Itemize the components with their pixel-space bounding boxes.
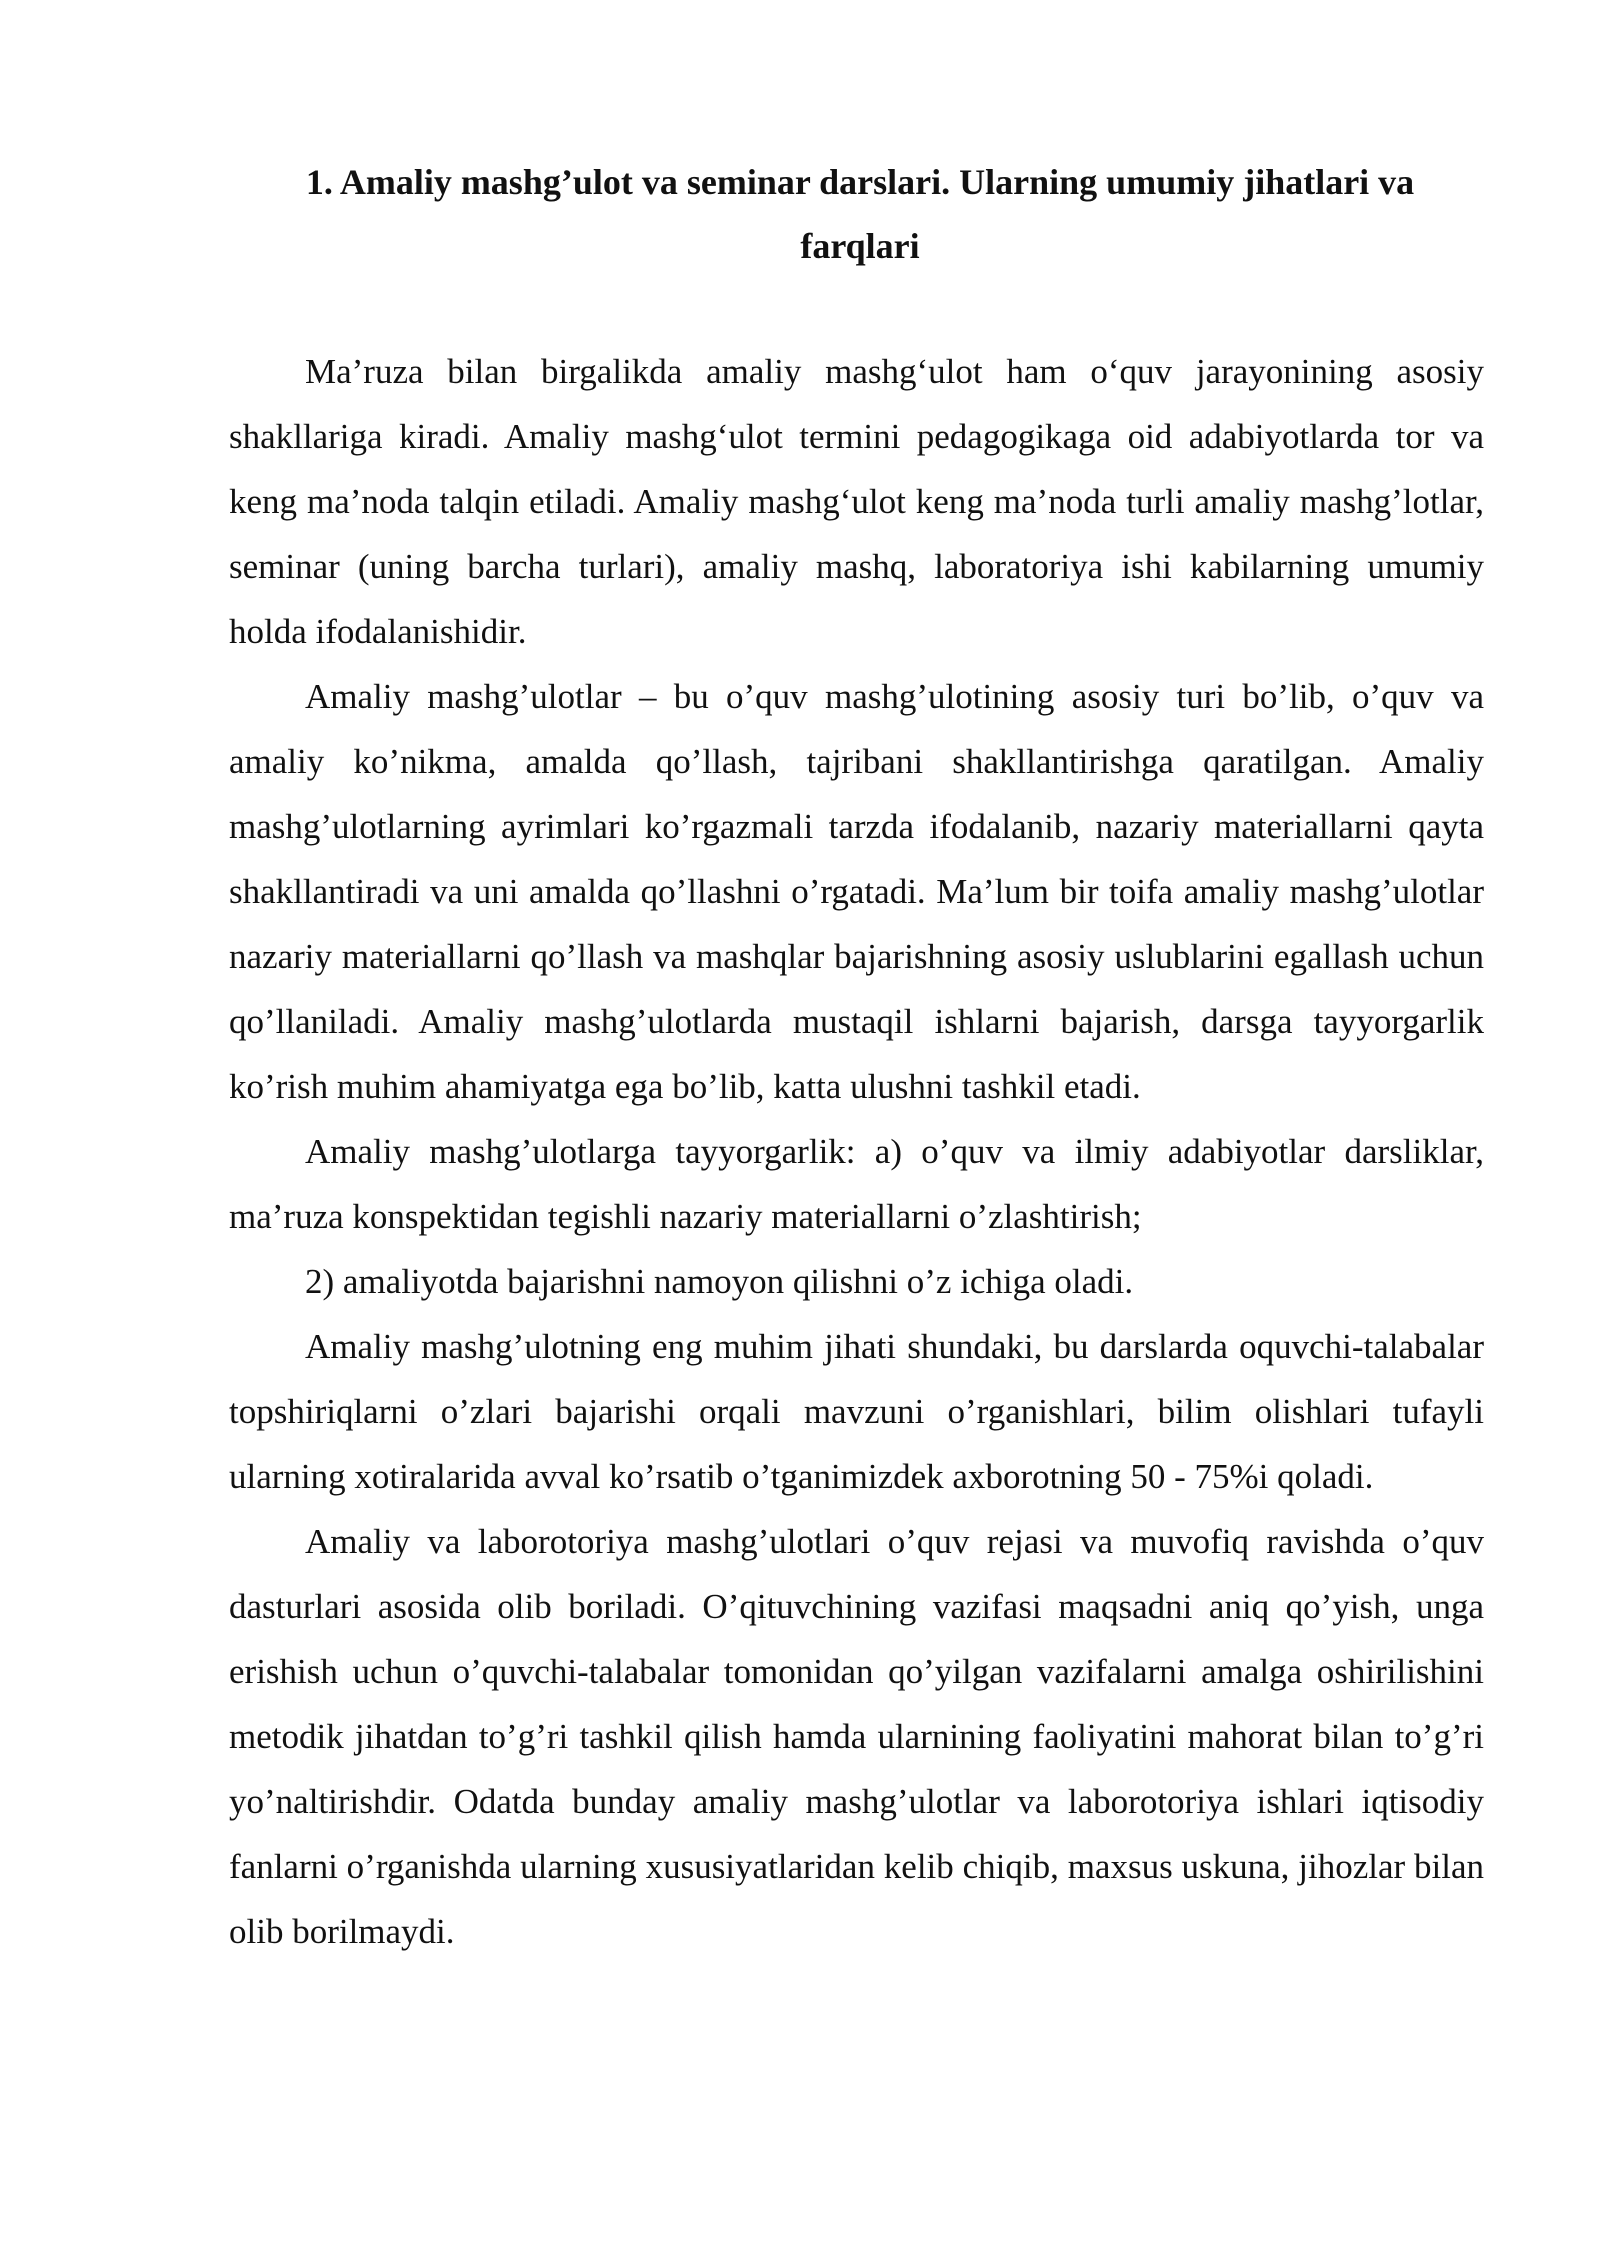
- paragraph-3: Amaliy mashg’ulotlarga tayyorgarlik: a) o’quv va ilmiy adabiyotlar darsliklar, ma’ruza konspektidan tegishli nazariy materiallarni o’zlashtirish;: [229, 1132, 1484, 1236]
- page-title: 1. Amaliy mashg’ulot va seminar darslari. Ularning umumiy jihatlari va farqlari: [305, 162, 1415, 266]
- paragraph-5: Amaliy mashg’ulotning eng muhim jihati shundaki, bu darslarda oquvchi-talabalar topshiriqlarni o’zlari bajarishi orqali mavzuni o’rganishlari, bilim olishlari tufayli ularning xotiralarida avval ko’rsatib o’tganimizdek axborotning 50 - 75%i qoladi.: [229, 1327, 1484, 1496]
- body-text: [229, 339, 1484, 1964]
- paragraph-6: Amaliy va laborotoriya mashg’ulotlari o’quv rejasi va muvofiq ravishda o’quv dasturlari asosida olib boriladi. O’qituvchining vazifasi maqsadni aniq qo’yish, unga erishish uchun o’quvchi-talabalar tomonidan qo’yilgan vazifalarni amalga oshirilishini metodik jihatdan to’g’ri tashkil qilish hamda ularnining faoliyatini mahorat bilan to’g’ri yo’naltirishdir. Odatda bunday amaliy mashg’ulotlar va laborotoriya ishlari iqtisodiy fanlarni o’rganishda ularning xususiyatlaridan kelib chiqib, maxsus uskuna, jihozlar bilan olib borilmaydi.: [229, 1522, 1484, 1951]
- paragraph-4: 2) amaliyotda bajarishni namoyon qilishni o’z ichiga oladi.: [305, 1262, 1134, 1301]
- paragraph-1: Ma’ruza bilan birgalikda amaliy mashg‘ulot ham o‘quv jarayonining asosiy shakllariga kiradi. Amaliy mashg‘ulot termini pedagogikaga oid adabiyotlarda tor va keng ma’noda talqin etiladi. Amaliy mashg‘ulot keng ma’noda turli amaliy mashg’lotlar, seminar (uning barcha turlari), amaliy mashq, laboratoriya ishi kabilarning umumiy holda ifodalanishidir.: [229, 352, 1484, 651]
- paragraph-2: Amaliy mashg’ulotlar – bu o’quv mashg’ulotining asosiy turi bo’lib, o’quv va amaliy ko’nikma, amalda qo’llash, tajribani shakllantirishga qaratilgan. Amaliy mashg’ulotlarning ayrimlari ko’rgazmali tarzda ifodalanib, nazariy materiallarni qayta shakllantiradi va uni amalda qo’llashni o’rgatadi. Ma’lum bir toifa amaliy mashg’ulotlar nazariy materiallarni qo’llash va mashqlar bajarishning asosiy uslublarini egallash uchun qo’llaniladi. Amaliy mashg’ulotlarda mustaqil ishlarni bajarish, darsga tayyorgarlik ko’rish muhim ahamiyatga ega bo’lib, katta ulushni tashkil etadi.: [229, 677, 1484, 1106]
